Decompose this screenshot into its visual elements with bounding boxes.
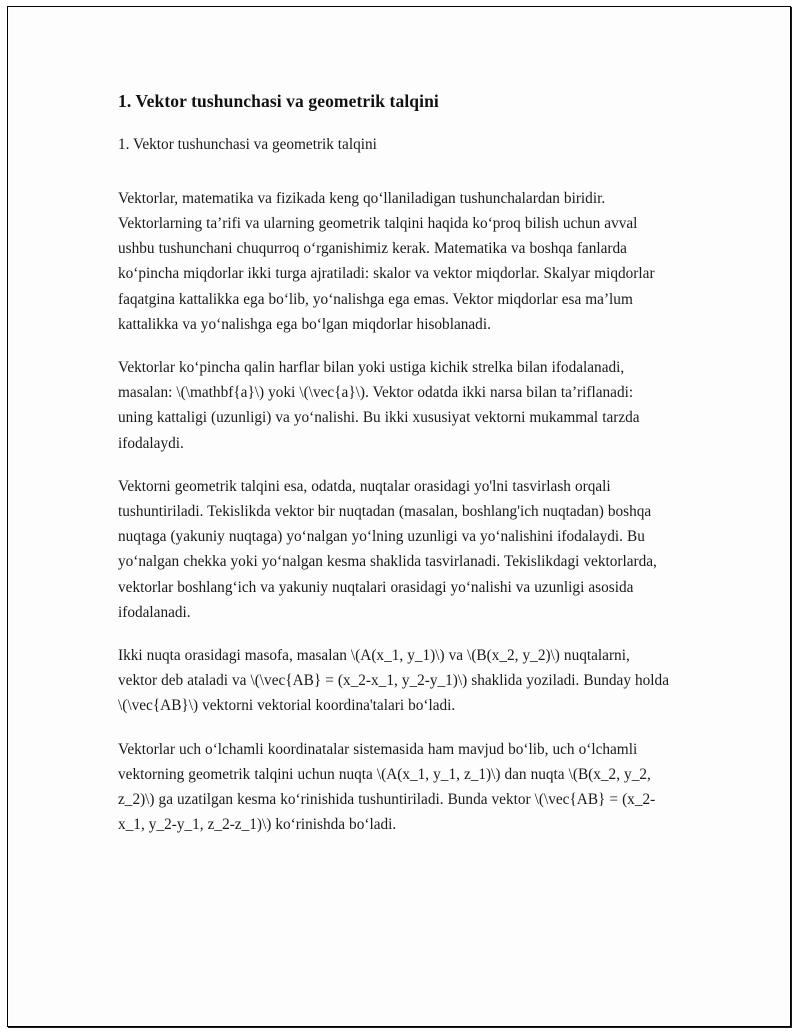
body-paragraph-5: Vektorlar uch oʻlchamli koordinatalar sistemasida ham mavjud boʻlib, uch oʻlchamli vektorning geometrik talqini uchun nuqta \(A(x_1, y_1, z_1)\) dan nuqta \(B(x_2, y_2, z_2)\) ga uzatilgan kesma koʻrinishida tushuntiriladi. Bunda vektor \(\vec{AB} = (x_2-x_1, y_2-y_1, z_2-z_1)\) koʻrinishda boʻladi. — [118, 740, 656, 834]
body-paragraph-1: Vektorlar, matematika va fizikada keng qoʻllaniladigan tushunchalardan biridir. Vektorlarning ta’rifi va ularning geometrik talqini haqida koʻproq bilish uchun avval ushbu tushunchani chuqurroq oʻrganishimiz kerak. Matematika va boshqa fanlarda koʻpincha miqdorlar ikki turga ajratiladi: skalor va vektor miqdorlar. Skalyar miqdorlar faqatgina kattalikka ega boʻlib, yoʻnalishga ega emas. Vektor miqdorlar esa ma’lum kattalikka va yoʻnalishga ega boʻlgan miqdorlar hisoblanadi. — [118, 189, 655, 333]
document-text-body — [118, 90, 670, 837]
page-title: 1. Vektor tushunchasi va geometrik talqini — [118, 91, 439, 111]
body-paragraph-4: Ikki nuqta orasidagi masofa, masalan \(A(x_1, y_1)\) va \(B(x_2, y_2)\) nuqtalarni, vektor deb ataladi va \(\vec{AB} = (x_2-x_1, y_2-y_1)\) shaklida yoziladi. Bunday holda \(\vec{AB}\) vektorni vektorial koordina'talari boʻladi. — [118, 647, 669, 715]
document-page — [7, 6, 791, 1027]
body-paragraph-3: Vektorni geometrik talqini esa, odatda, nuqtalar orasidagi yo'lni tasvirlash orqali tushuntiriladi. Tekislikda vektor bir nuqtadan (masalan, boshlang'ich nuqtadan) boshqa nuqtaga (yakuniy nuqtaga) yoʻnalgan yoʻlning uzunligi va yoʻnalishini ifodalaydi. Bu yoʻnalgan chekka yoki yoʻnalgan kesma shaklida tasvirlanadi. Tekislikdagi vektorlarda, vektorlar boshlangʻich va yakuniy nuqtalari orasidagi yoʻnalishi va uzunligi asosida ifodalanadi. — [118, 477, 657, 621]
page-content-area — [9, 8, 789, 1025]
document-subheading: 1. Vektor tushunchasi va geometrik talqini — [118, 135, 377, 153]
body-paragraph-2: Vektorlar koʻpincha qalin harflar bilan yoki ustiga kichik strelka bilan ifodalanadi, masalan: \(\mathbf{a}\) yoki \(\vec{a}\). Vektor odatda ikki narsa bilan ta’riflanadi: uning kattaligi (uzunligi) va yoʻnalishi. Bu ikki xususiyat vektorni mukammal tarzda ifodalaydi. — [118, 359, 640, 452]
